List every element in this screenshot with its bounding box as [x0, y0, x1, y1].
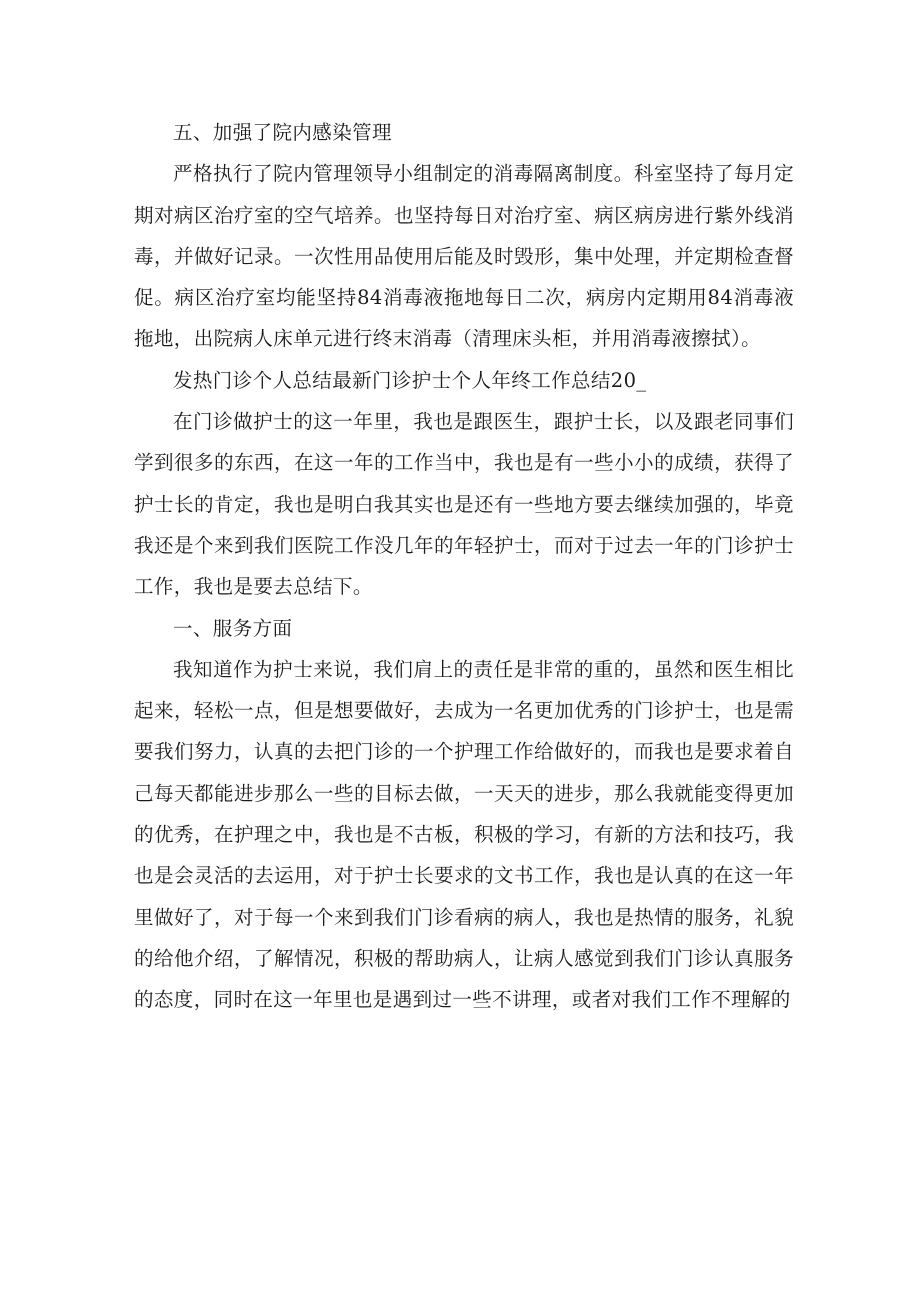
paragraph-service: 我知道作为护士来说，我们肩上的责任是非常的重的，虽然和医生相比起来，轻松一点，但是想要做好，去成为一名更加优秀的门诊护士，也是需要我们努力，认真的去把门诊的一个护理工作给做好的，而我也是要求着自己每天都能进步那么一些的目标去做，一天天的进步，那么我就能变得更加的优秀，在护理之中，我也是不古板，积极的学习，有新的方法和技巧，我也是会灵活的去运用，对于护士长要求的文书工作，我也是认真的在这一年里做好了，对于每一个来到我们门诊看病的病人，我也是热情的服务，礼貌的给他介绍，了解情况，积极的帮助病人，让病人感觉到我们门诊认真服务的态度，同时在这一年里也是遇到过一些不讲理，或者对我们工作不理解的 [134, 657, 794, 1012]
section-heading-infection-management: 五、加强了院内感染管理 [173, 121, 392, 144]
paragraph-infection-control: 严格执行了院内管理领导小组制定的消毒隔离制度。科室坚持了每月定期对病区治疗室的空气培养。也坚持每日对治疗室、病区病房进行紫外线消毒，并做好记录。一次性用品使用后能及时毁形，集中处理，并定期检查督促。病区治疗室均能坚持84消毒液拖地每日二次，病房内定期用84消毒液拖地，出院病人床单元进行终末消毒（清理床头柜，并用消毒液擦拭）。 [134, 162, 794, 351]
summary-title: 发热门诊个人总结最新门诊护士个人年终工作总结20_ [173, 368, 647, 392]
section-heading-service: 一、服务方面 [173, 616, 293, 640]
paragraph-introduction: 在门诊做护士的这一年里，我也是跟医生，跟护士长，以及跟老同事们学到很多的东西，在这一年的工作当中，我也是有一些小小的成绩，获得了护士长的肯定，我也是明白我其实也是还有一些地方要去继续加强的，毕竟我还是个来到我们医院工作没几年的年轻护士，而对于过去一年的门诊护士工作，我也是要去总结下。 [134, 410, 794, 599]
document-body [134, 112, 794, 1021]
